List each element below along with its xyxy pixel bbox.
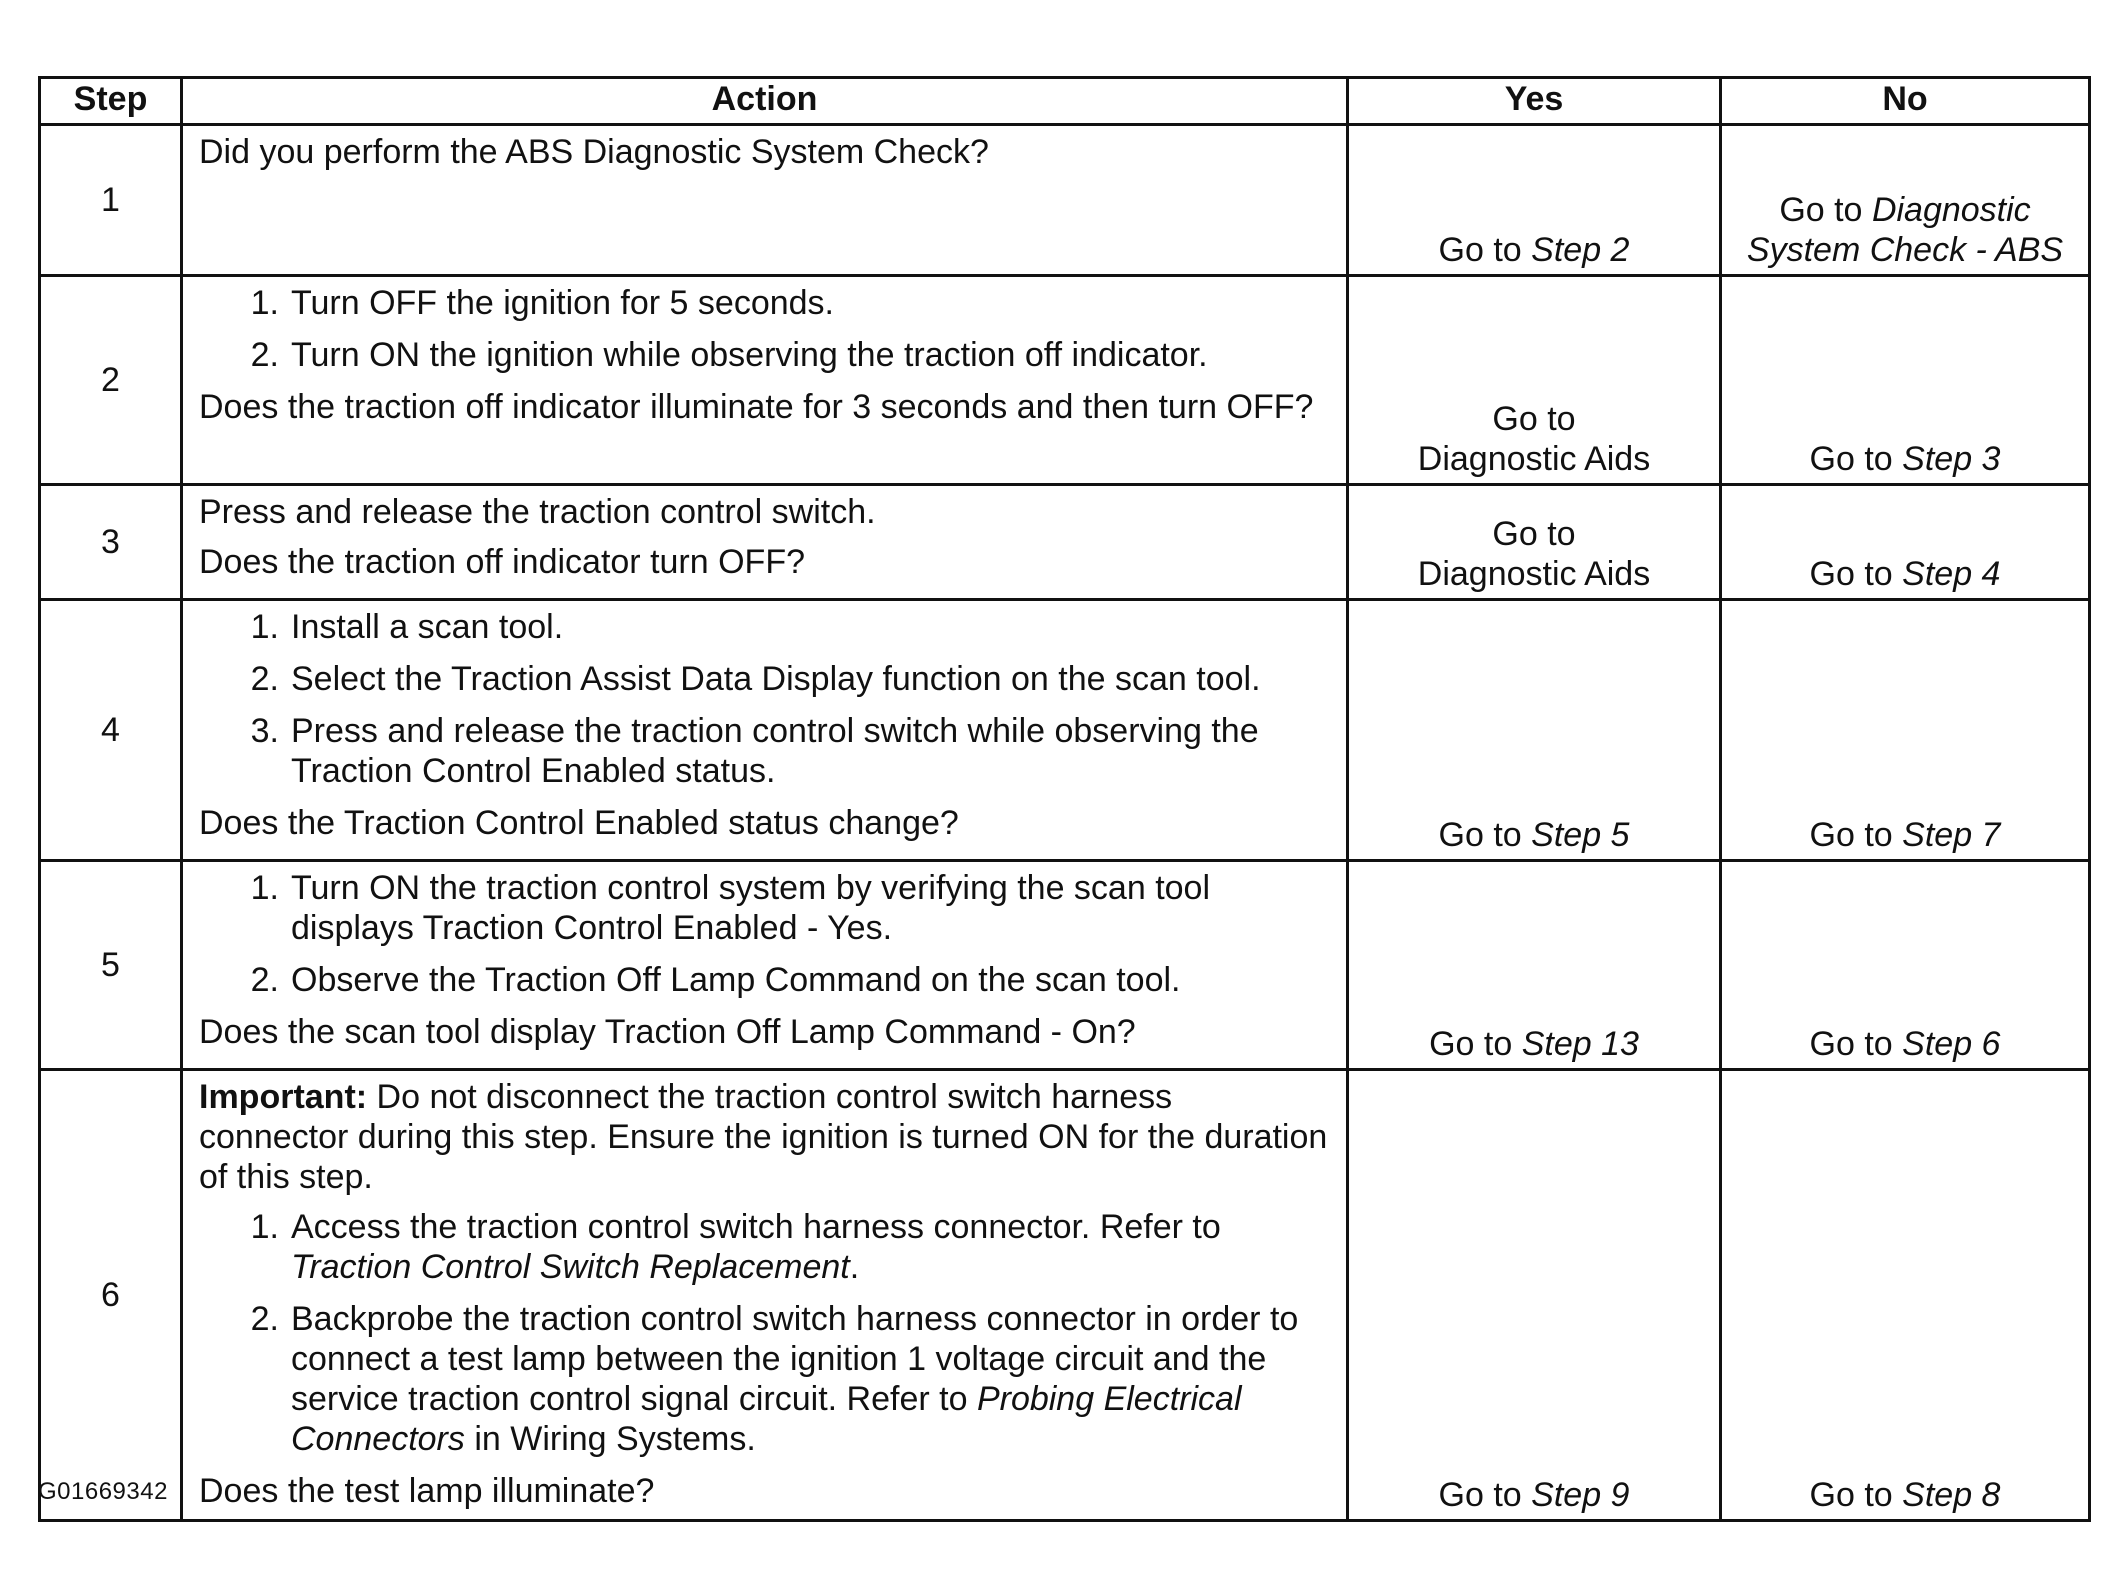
step-link[interactable]: Step 13: [1521, 1025, 1639, 1063]
procedure-link[interactable]: Traction Control Switch Replacement: [291, 1248, 850, 1286]
table-row: [40, 485, 2090, 600]
step-number: 2: [40, 276, 182, 485]
table-row: [40, 1070, 2090, 1521]
yes-cell: [1348, 1070, 1721, 1521]
list-item: 2. Backprobe the traction control switch harness connector in order to connect a test lamp between the ignition 1 voltage circuit and the service traction control signal circuit. Refer to Probing Electrical Connectors in Wiring Systems.: [250, 1300, 1299, 1458]
no-cell: [1721, 125, 2090, 276]
step-number: 3: [40, 485, 182, 600]
goto-text: Go to: [1809, 440, 1893, 478]
yes-cell: [1348, 861, 1721, 1070]
procedure-link[interactable]: Diagnostic Aids: [1417, 440, 1651, 478]
step-number: 5: [40, 861, 182, 1070]
important-note: [199, 1077, 1330, 1197]
goto-text: Go to: [1438, 231, 1522, 269]
goto-text: Go to: [1492, 515, 1576, 553]
goto-text: Go to: [1438, 1476, 1522, 1514]
goto-text: Go to: [1809, 816, 1893, 854]
question-text: Does the Traction Control Enabled status change?: [199, 804, 959, 842]
action-cell: [182, 485, 1348, 600]
yes-cell: [1348, 600, 1721, 861]
question-text: Does the scan tool display Traction Off Lamp Command - On?: [199, 1013, 1136, 1051]
important-text: Do not disconnect the traction control switch harness connector during this step. Ensure the ignition is turned ON for the duration of this step.: [199, 1078, 1328, 1196]
list-item: 2. Observe the Traction Off Lamp Command on the scan tool.: [250, 961, 1181, 999]
no-cell: [1721, 276, 2090, 485]
procedure-link[interactable]: Diagnostic Aids: [1417, 555, 1651, 593]
question-text: Does the traction off indicator illuminate for 3 seconds and then turn OFF?: [199, 388, 1314, 426]
goto-text: Go to: [1779, 191, 1863, 229]
action-cell: [182, 276, 1348, 485]
figure-id: G01669342: [38, 1478, 168, 1505]
yes-cell: [1348, 485, 1721, 600]
table-row: [40, 276, 2090, 485]
step-number: 6: [40, 1070, 182, 1521]
instruction-text: Press and release the traction control switch.: [199, 493, 876, 531]
list-item: 3. Press and release the traction control switch while observing the Traction Control Enabled status.: [250, 712, 1259, 790]
no-cell: [1721, 600, 2090, 861]
yes-cell: [1348, 276, 1721, 485]
goto-text: Go to: [1492, 400, 1576, 438]
goto-text: Go to: [1809, 555, 1893, 593]
table-row: [40, 125, 2090, 276]
step-link[interactable]: Step 3: [1902, 440, 2001, 478]
step-number: 4: [40, 600, 182, 861]
step-number: 1: [40, 125, 182, 276]
question-text: Does the traction off indicator turn OFF?: [199, 543, 805, 581]
list-item: 1. Install a scan tool.: [250, 608, 564, 646]
step-link[interactable]: Step 2: [1531, 231, 1630, 269]
no-cell: [1721, 1070, 2090, 1521]
table-row: [40, 600, 2090, 861]
question-text: Did you perform the ABS Diagnostic System Check?: [199, 133, 989, 171]
header-yes: Yes: [1348, 78, 1721, 125]
action-cell: [182, 861, 1348, 1070]
procedure-link[interactable]: Diagnostic System Check - ABS: [1746, 191, 2064, 269]
list-item: 2. Select the Traction Assist Data Display function on the scan tool.: [250, 660, 1261, 698]
goto-text: Go to: [1809, 1025, 1893, 1063]
goto-text: Go to: [1438, 816, 1522, 854]
header-row: [40, 78, 2090, 125]
header-no: No: [1721, 78, 2090, 125]
action-cell: [182, 600, 1348, 861]
list-item: 1. Turn ON the traction control system by verifying the scan tool displays Traction Control Enabled - Yes.: [250, 869, 1211, 947]
list-item: 1. Turn OFF the ignition for 5 seconds.: [250, 284, 834, 322]
step-link[interactable]: Step 9: [1531, 1476, 1630, 1514]
no-cell: [1721, 861, 2090, 1070]
important-label: Important:: [199, 1078, 368, 1116]
no-cell: [1721, 485, 2090, 600]
action-cell: [182, 125, 1348, 276]
table-row: [40, 861, 2090, 1070]
goto-text: Go to: [1429, 1025, 1513, 1063]
action-cell: [182, 1070, 1348, 1521]
question-text: Does the test lamp illuminate?: [199, 1472, 655, 1510]
header-action: Action: [182, 78, 1348, 125]
step-link[interactable]: Step 5: [1531, 816, 1630, 854]
list-item: 2. Turn ON the ignition while observing the traction off indicator.: [250, 336, 1208, 374]
diagnostic-table: [38, 76, 2091, 1522]
step-link[interactable]: Step 6: [1902, 1025, 2001, 1063]
yes-cell: [1348, 125, 1721, 276]
goto-text: Go to: [1809, 1476, 1893, 1514]
procedure-link[interactable]: Probing Electrical Connectors: [291, 1380, 1242, 1458]
step-link[interactable]: Step 7: [1902, 816, 2001, 854]
step-link[interactable]: Step 4: [1902, 555, 2001, 593]
step-link[interactable]: Step 8: [1902, 1476, 2001, 1514]
header-step: Step: [40, 78, 182, 125]
list-item: 1. Access the traction control switch harness connector. Refer to Traction Control Switch Replacement.: [250, 1208, 1221, 1286]
